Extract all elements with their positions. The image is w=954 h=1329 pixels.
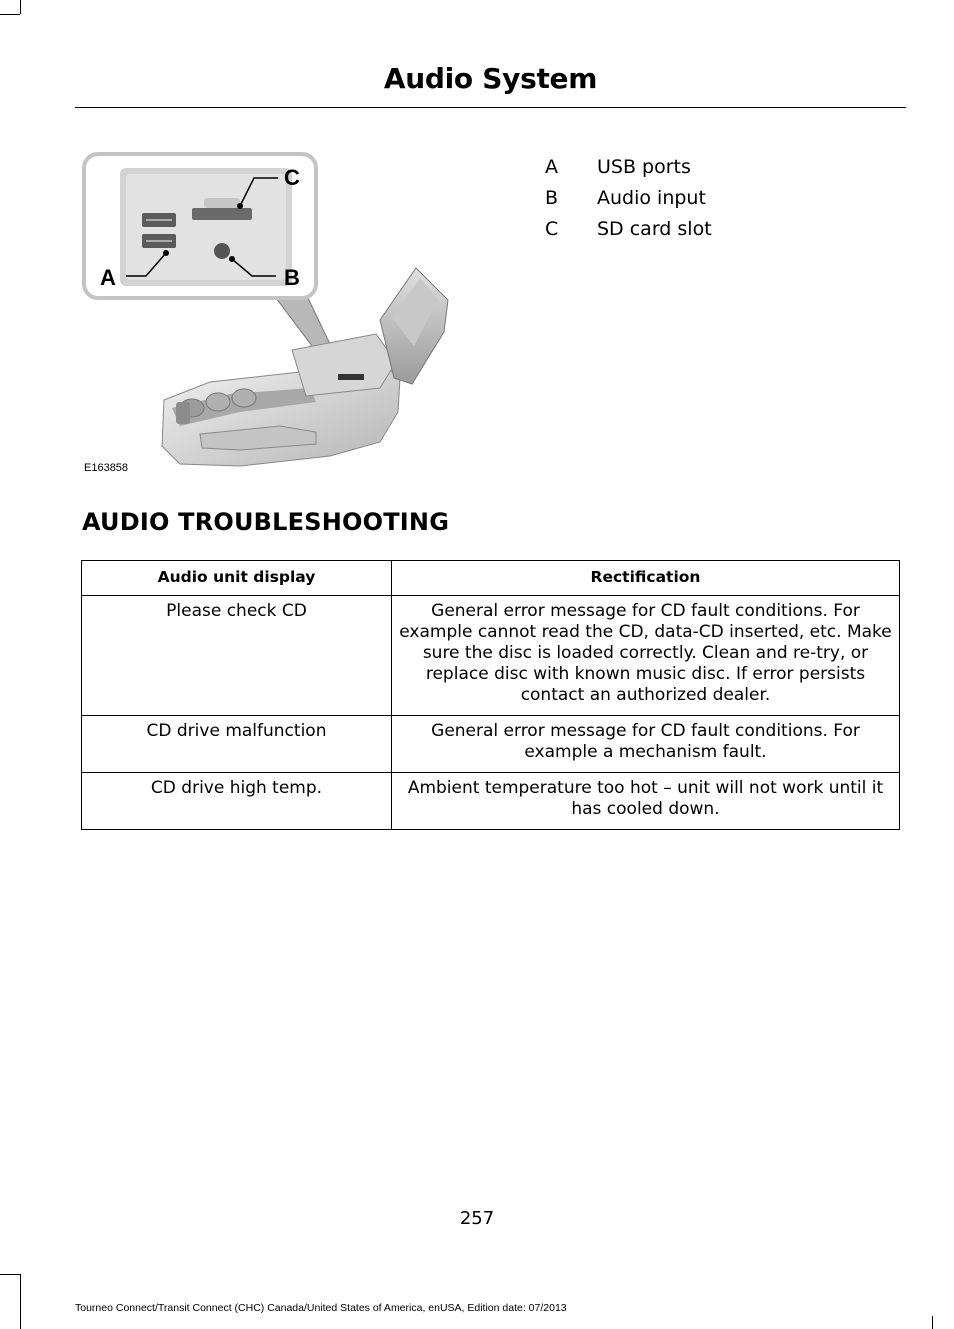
table-cell-rectification: General error message for CD fault conditions. For example cannot read the CD, data-CD inserted, etc. Make sure the disc is loaded correctly. Clean and re-try, or replace disc with known music disc. If error persists contact an authorized dealer. (392, 596, 900, 716)
page-header (75, 60, 906, 108)
column-header: Audio unit display (82, 561, 392, 596)
crop-mark (20, 1274, 21, 1329)
callout-a: A (100, 265, 116, 290)
table-header-row (82, 561, 900, 596)
figure-id: E163858 (84, 462, 129, 474)
legend-label: USB ports (597, 156, 691, 178)
callout-b: B (284, 265, 300, 290)
troubleshooting-table (81, 560, 900, 830)
table-cell-rectification: General error message for CD fault conditions. For example a mechanism fault. (392, 716, 900, 773)
legend-key: A (545, 156, 558, 178)
legend-key: B (545, 187, 559, 209)
legend-item (545, 216, 712, 247)
footer-text: Tourneo Connect/Transit Connect (CHC) Canada/United States of America, enUSA, Edition date: 07/2013 (75, 1302, 567, 1314)
table-row (82, 716, 900, 773)
callout-c: C (284, 165, 300, 190)
console-illustration (80, 150, 460, 480)
crop-mark (20, 0, 21, 14)
table-cell-display: CD drive malfunction (82, 716, 392, 773)
column-header: Rectification (392, 561, 900, 596)
figure-legend (545, 154, 712, 247)
table-row (82, 773, 900, 830)
legend-item (545, 154, 712, 185)
legend-label: SD card slot (597, 218, 712, 240)
table-cell-rectification: Ambient temperature too hot – unit will not work until it has cooled down. (392, 773, 900, 830)
crop-mark (0, 1274, 20, 1275)
table-cell-display: Please check CD (82, 596, 392, 716)
legend-key: C (545, 218, 559, 240)
page-title: Audio System (383, 62, 598, 95)
legend-label: Audio input (597, 187, 706, 209)
crop-mark (932, 1316, 933, 1329)
table-row (82, 596, 900, 716)
table-cell-display: CD drive high temp. (82, 773, 392, 830)
section-title: AUDIO TROUBLESHOOTING (82, 508, 450, 536)
page-number: 257 (459, 1208, 495, 1229)
crop-mark (0, 14, 20, 15)
legend-item (545, 185, 712, 216)
